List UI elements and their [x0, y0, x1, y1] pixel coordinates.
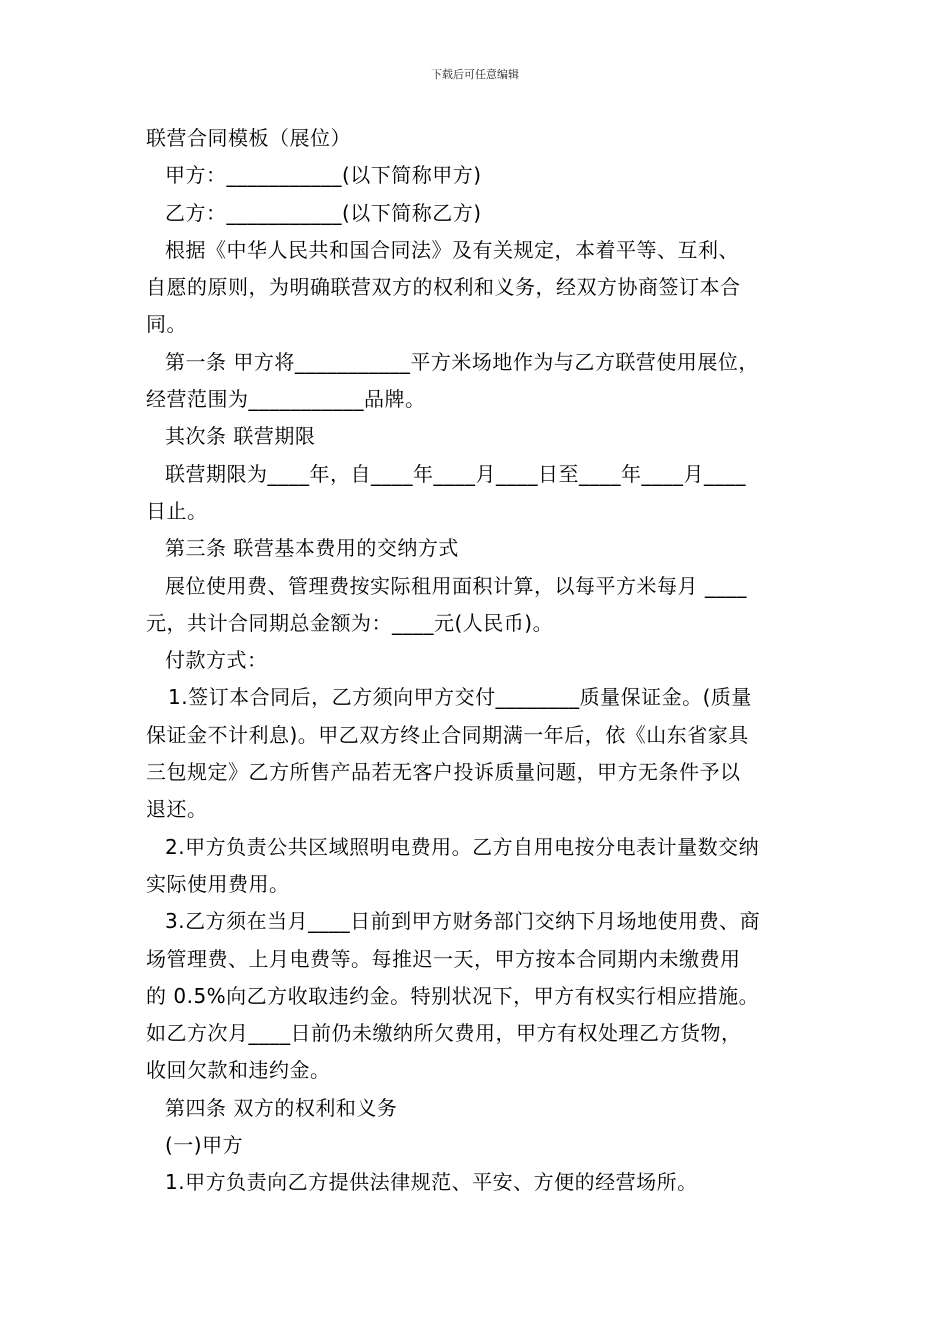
article-1-line: 经营范围为___________品牌。 [146, 387, 426, 412]
article-2-line: 日止。 [146, 498, 208, 523]
article-3-line: 元，共计合同期总金额为：____元(人民币)。 [146, 610, 554, 635]
party-a-line: 甲方：___________(以下简称甲方) [165, 163, 482, 188]
preamble-line: 同。 [146, 312, 187, 337]
payment-item-3: 的 0.5%向乙方收取违约金。特别状况下，甲方有权实行相应措施。 [146, 983, 760, 1008]
article-3-heading: 第三条 联营基本费用的交纳方式 [165, 536, 459, 561]
preamble-line: 根据《中华人民共和国合同法》及有关规定，本着平等、互利、 [165, 237, 739, 262]
party-a-section-heading: (一)甲方 [165, 1133, 244, 1158]
contract-body [146, 120, 826, 1202]
payment-item-3: 如乙方次月____日前仍未缴纳所欠费用，甲方有权处理乙方货物， [146, 1021, 742, 1046]
document-title: 联营合同模板（展位） [146, 126, 351, 150]
payment-item-2: 2.甲方负责公共区域照明电费用。乙方自用电按分电表计量数交纳 [165, 834, 760, 859]
payment-item-3: 场管理费、上月电费等。每推迟一天，甲方按本合同期内未缴费用 [146, 946, 741, 971]
article-3-line: 展位使用费、管理费按实际租用面积计算，以每平方米每月 ____ [165, 573, 747, 598]
article-1-line: 第一条 甲方将___________平方米场地作为与乙方联营使用展位， [165, 349, 759, 374]
payment-item-1: 退还。 [146, 797, 208, 822]
payment-item-1: 1.签订本合同后，乙方须向甲方交付________质量保证金。(质量 [168, 685, 752, 710]
article-2-line: 联营期限为____年，自____年____月____日至____年____月____ [165, 461, 746, 486]
payment-heading: 付款方式： [165, 648, 268, 673]
article-4-heading: 第四条 双方的权利和义务 [165, 1095, 398, 1120]
payment-item-1: 保证金不计利息)。甲乙双方终止合同期满一年后，依《山东省家具 [146, 722, 749, 747]
preamble-line: 自愿的原则，为明确联营双方的权利和义务，经双方协商签订本合 [146, 275, 741, 300]
article-2-heading: 其次条 联营期限 [165, 424, 316, 449]
payment-item-3: 3.乙方须在当月____日前到甲方财务部门交纳下月场地使用费、商 [165, 909, 761, 934]
payment-item-1: 三包规定》乙方所售产品若无客户投诉质量问题，甲方无条件予以 [146, 760, 741, 785]
page-header: 下载后可任意编辑 [431, 68, 519, 81]
payment-item-2: 实际使用费用。 [146, 871, 290, 896]
party-b-line: 乙方：___________(以下简称乙方) [165, 200, 482, 225]
party-a-duty-1: 1.甲方负责向乙方提供法律规范、平安、方便的经营场所。 [165, 1170, 698, 1195]
payment-item-3: 收回欠款和违约金。 [146, 1058, 331, 1083]
